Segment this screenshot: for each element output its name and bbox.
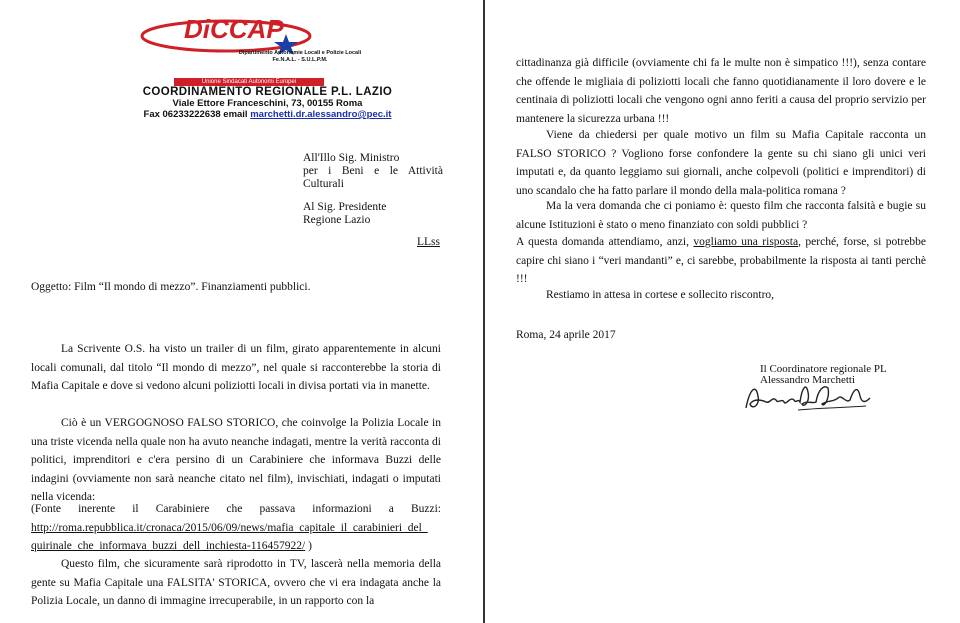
p4-underlined: vogliamo una risposta — [693, 236, 799, 248]
signature-name: Alessandro Marchetti — [760, 374, 855, 386]
recipient-1-line-2: per i Beni e le Attività — [303, 165, 443, 177]
p4-start: A questa domanda attendiamo, anzi, — [516, 236, 694, 248]
right-paragraph-1: cittadinanza già difficile (ovviamente chi fa le multe non è simpatico !!!), senza contare che offende le migliaia di poliziotti locali che fanno quotidianamente il loro dovere e le centinaia di poliziotti locali che vengono ogni anno feriti a causa del proprio servizio per mantenere la sicurezza urbana !!! — [516, 57, 926, 125]
subject-line: Oggetto: Film “Il mondo di mezzo”. Finanziamenti pubblici. — [31, 281, 311, 293]
recipient-1-line-1: All'Illo Sig. Ministro — [303, 152, 400, 164]
llss: LLss — [417, 236, 440, 248]
email-link[interactable]: marchetti.dr.alessandro@pec.it — [250, 109, 392, 120]
fax-label: Fax 06233222638 email — [143, 109, 251, 120]
right-paragraph-4 — [516, 233, 926, 289]
org-line-2: Fe.N.A.L. - S.U.L.P.M. — [272, 56, 328, 63]
left-paragraph-2: Ciò è un VERGOGNOSO FALSO STORICO, che coinvolge la Polizia Locale in una triste vicenda nella quale non ha avuto neanche indagati, mentre la verità racconta di politici, imprenditori e c'era persino di un Carabiniere che informava Buzzi delle indagini (ovviamente non sarà neanche citato nel film), invischiati, indagati o imputati nella vicenda: — [31, 417, 441, 503]
source-intro: (Fonte inerente il Carabiniere che passava informazioni a Buzzi: — [31, 503, 441, 515]
address: Viale Ettore Franceschini, 73, 00155 Roma — [172, 98, 363, 109]
source-link-line-2[interactable]: quirinale_che_informava_buzzi_dell_inchiesta-116457922/ — [31, 540, 306, 552]
coordinamento-title: COORDINAMENTO REGIONALE P.L. LAZIO — [142, 86, 393, 98]
union-band: Unione Sindacati Autonomi Europei — [174, 78, 324, 86]
recipient-presidente — [303, 201, 443, 227]
recipient-2-line-1: Al Sig. Presidente — [303, 201, 387, 213]
signature-title: Il Coordinatore regionale PL — [760, 363, 887, 375]
left-paragraph-3 — [31, 500, 441, 556]
diccap-logo — [138, 8, 338, 56]
source-close: ) — [305, 540, 312, 552]
column-divider — [483, 0, 485, 623]
recipient-2-line-2: Regione Lazio — [303, 214, 371, 226]
contact-line — [90, 109, 445, 120]
recipient-1-line-3: Culturali — [303, 178, 344, 190]
left-paragraph-1: La Scrivente O.S. ha visto un trailer di un film, girato apparentemente in alcuni locali comunali, dal titolo “Il mondo di mezzo”, nel quale si racconterebbe la storia di Mafia Capitale e dove si vedono alcuni poliziotti locali in divisa portati via in manette. — [31, 343, 441, 392]
right-paragraph-3: Ma la vera domanda che ci poniamo è: questo film che racconta falsità e bugie su alcune Istituzioni è stato o meno finanziato con soldi pubblici ? — [516, 200, 926, 231]
date-line: Roma, 24 aprile 2017 — [516, 329, 616, 341]
right-paragraph-5: Restiamo in attesa in cortese e sollecito riscontro, — [546, 289, 775, 301]
recipient-ministro — [303, 152, 443, 191]
handwritten-signature — [738, 378, 878, 418]
p4-end: , perché, forse, si potrebbe capire chi siano i “veri mandanti” e, ci sarebbe, probabilmente la risposta ai tanti perchè !!! — [516, 236, 926, 285]
org-line-1: Dipartimento Autonomie Locali e Polizie Locali — [238, 50, 362, 56]
left-paragraph-4: Questo film, che sicuramente sarà riprodotto in TV, lascerà nella memoria della gente su Mafia Capitale una FALSITA' STORICA, ovvero che vi era indagata anche la Polizia Locale, un danno di immagine irrecuperabile, in un rapporto con la — [31, 558, 441, 607]
source-link-line-1[interactable]: http://roma.repubblica.it/cronaca/2015/06/09/news/mafia_capitale_il_carabinieri_del_ — [31, 521, 428, 534]
right-paragraph-2: Viene da chiedersi per quale motivo un film su Mafia Capitale racconta un FALSO STORICO ? Vogliono forse confondere la gente su chi siano gli unici veri imputati e, da quanto leggiamo sui giornali, anche colpevoli (politici e imprenditori) di uno scandalo che ha fatto parlare il mondo della mala-politica romana ? — [516, 129, 926, 197]
org-subtitle — [150, 50, 450, 63]
logo-text: DiCCAP — [184, 14, 284, 44]
